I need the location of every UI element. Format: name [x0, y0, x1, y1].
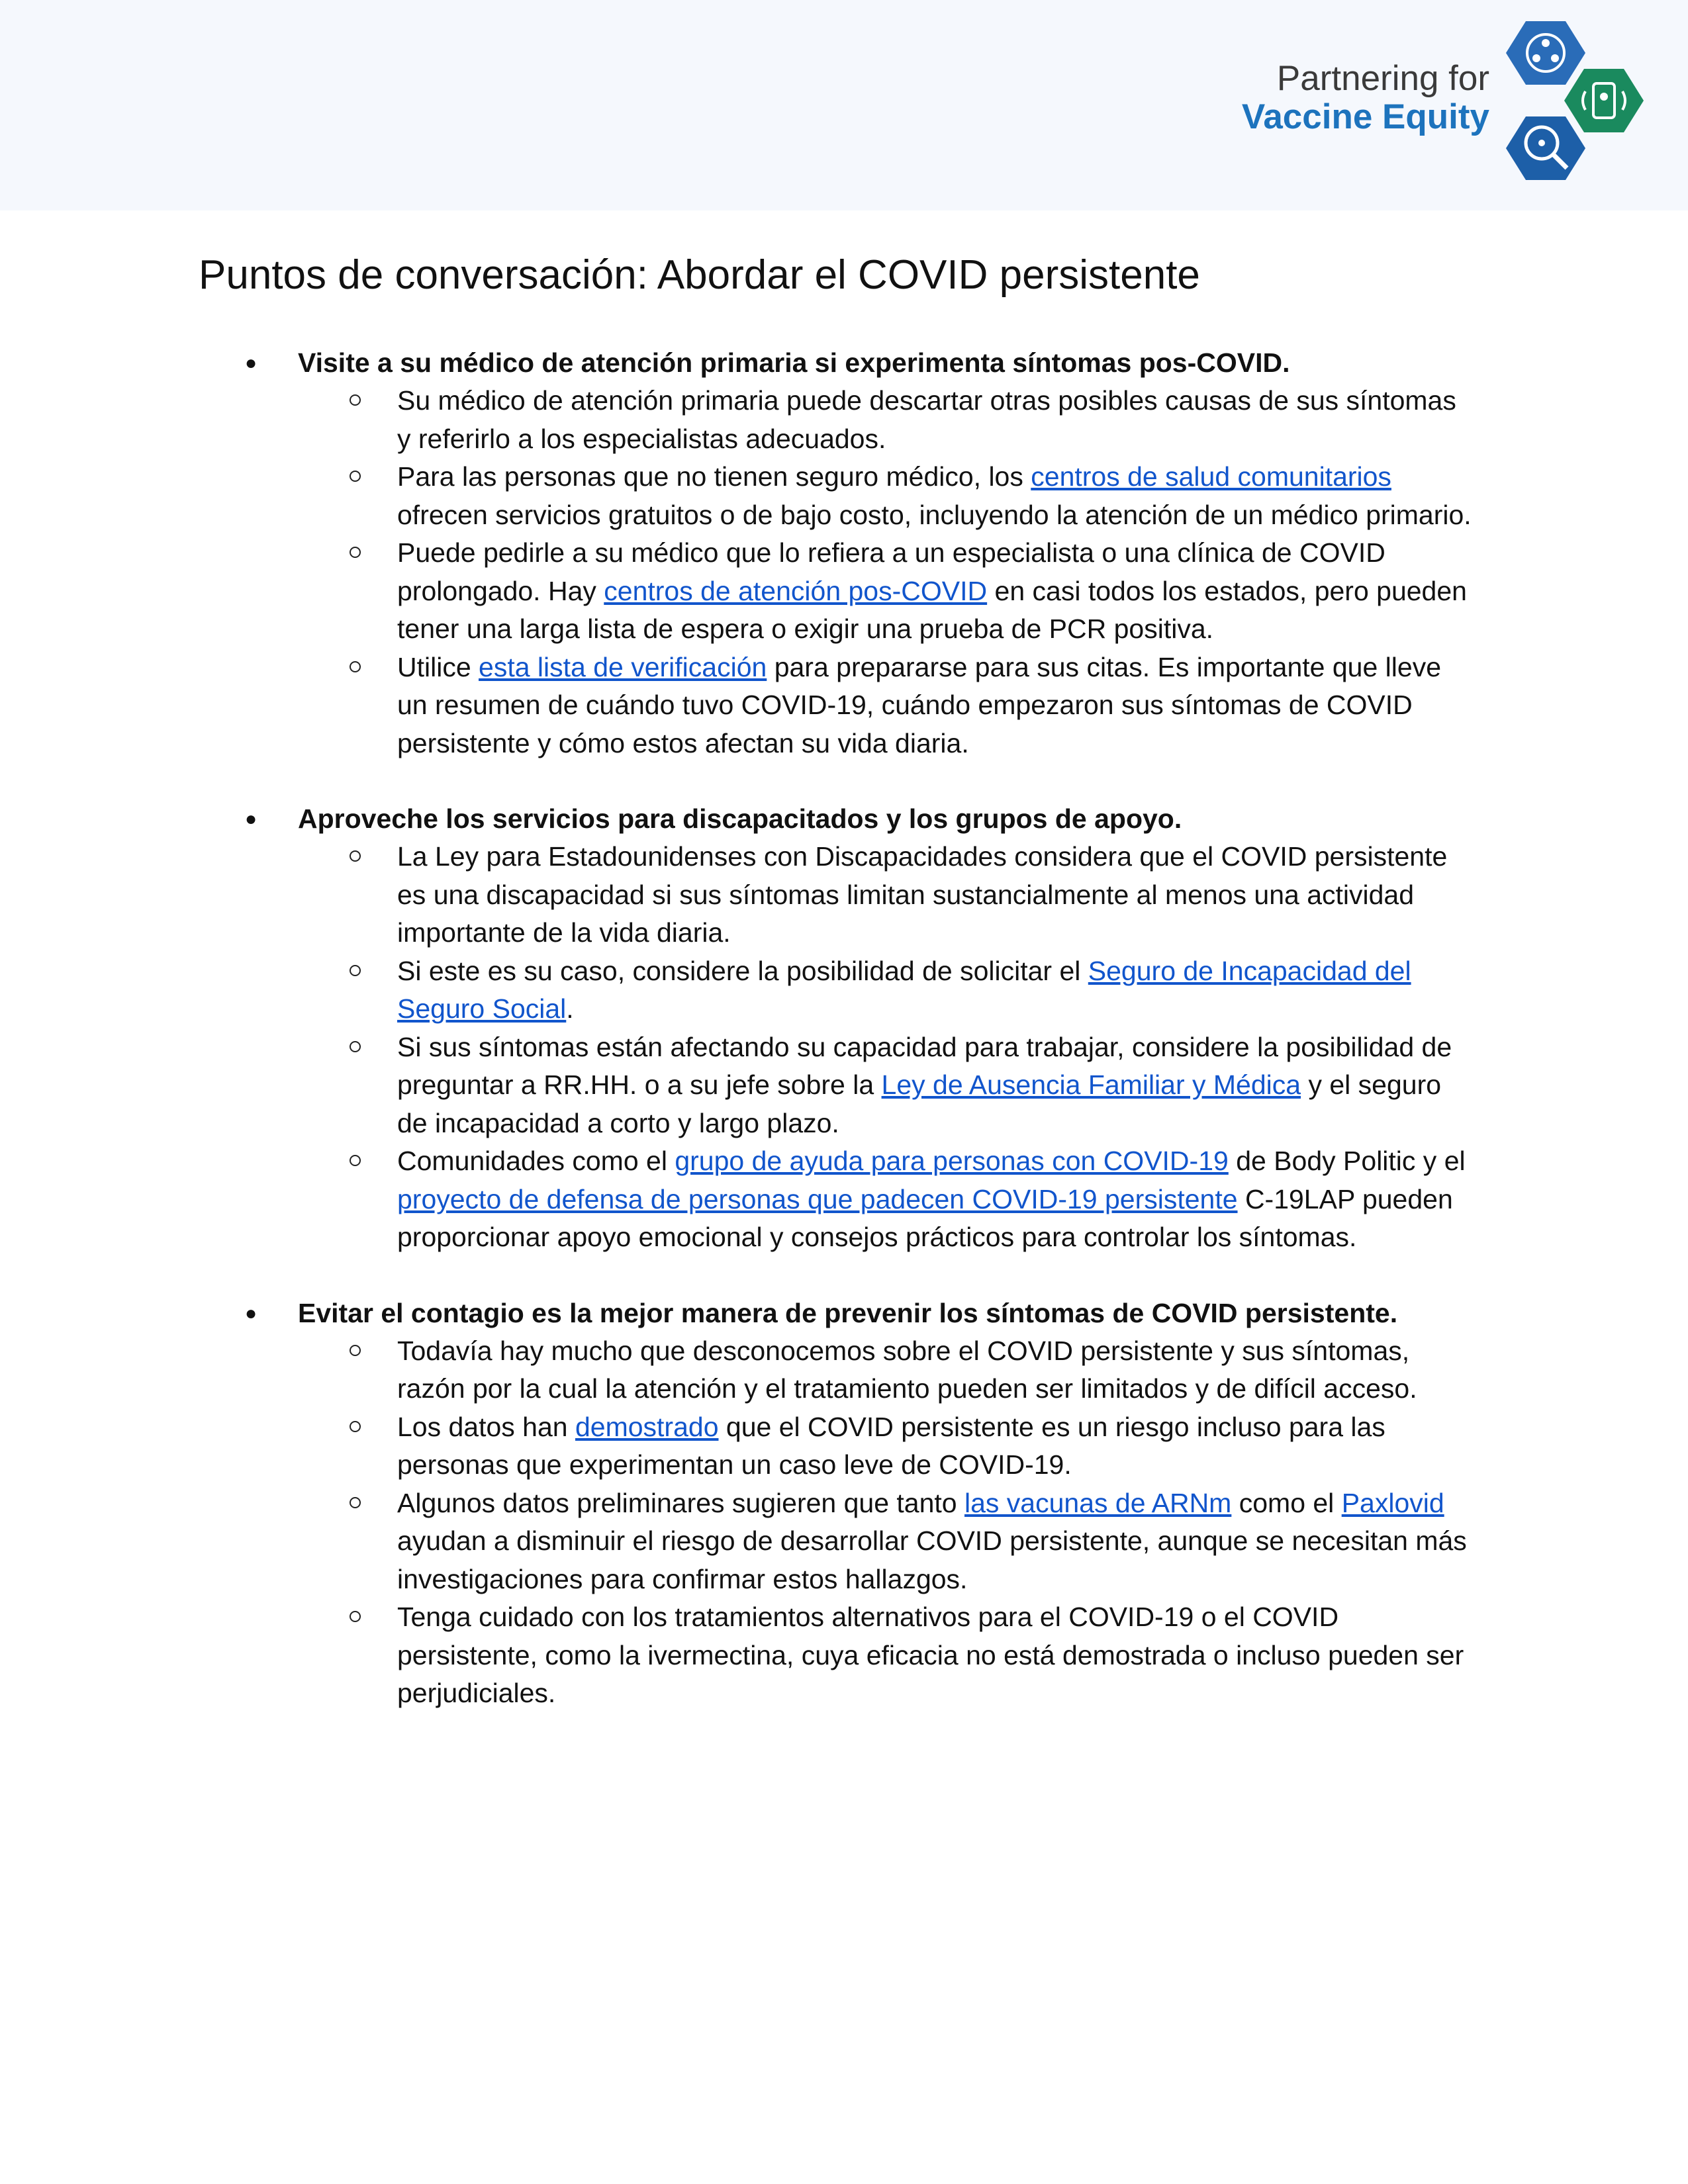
page-title: Puntos de conversación: Abordar el COVID persistente	[199, 252, 1200, 298]
header-band	[0, 0, 1688, 210]
list-item: Todavía hay mucho que desconocemos sobre el COVID persistente y sus síntomas, razón por la cual la atención y el tratamiento pueden ser limitados y de difícil acceso.	[245, 1332, 1503, 1408]
vaccine-equity-logo-icon	[1493, 20, 1658, 182]
section-heading: ● Aproveche los servicios para discapacitados y los grupos de apoyo.	[245, 800, 1503, 838]
circle-bullet-icon	[350, 1345, 361, 1356]
logo-text	[1242, 60, 1489, 137]
hex-community-icon	[1506, 21, 1585, 85]
list-item: Si este es su caso, considere la posibilidad de solicitar el Seguro de Incapacidad del Seguro Social.	[245, 952, 1503, 1028]
list-item: Para las personas que no tienen seguro médico, los centros de salud comunitarios ofrecen servicios gratuitos o de bajo costo, incluyendo la atención de un médico primario.	[245, 458, 1503, 534]
link-paxlovid[interactable]: Paxlovid	[1341, 1487, 1444, 1518]
logo-line2: Vaccine Equity	[1241, 97, 1489, 137]
link-checklist[interactable]: esta lista de verificación	[479, 651, 767, 682]
bullet-icon: ●	[245, 808, 258, 830]
circle-bullet-icon	[350, 1041, 361, 1052]
logo-line1: Partnering for	[1276, 59, 1489, 98]
list-item: Tenga cuidado con los tratamientos alternativos para el COVID-19 o el COVID persistente, como la ivermectina, cuya eficacia no está demostrada o incluso pueden ser perjudiciales.	[245, 1598, 1503, 1713]
talking-points	[245, 344, 1503, 1751]
list-item: Si sus síntomas están afectando su capacidad para trabajar, considere la posibilidad de preguntar a RR.HH. o a su jefe sobre la Ley de Ausencia Familiar y Médica y el seguro de incapacidad a corto y largo plazo.	[245, 1028, 1503, 1143]
link-advocacy-project[interactable]: proyecto de defensa de personas que padecen COVID-19 persistente	[397, 1183, 1238, 1214]
section-disability-services	[245, 800, 1503, 1257]
link-social-security-disability[interactable]: Seguro de Incapacidad del Seguro Social	[397, 955, 1411, 1024]
circle-bullet-icon	[350, 1611, 361, 1622]
list-item: Algunos datos preliminares sugieren que tanto las vacunas de ARNm como el Paxlovid ayudan a disminuir el riesgo de desarrollar COVID persistente, aunque se necesitan más investigaciones para confirmar estos hallazgos.	[245, 1484, 1503, 1599]
section-prevention	[245, 1295, 1503, 1713]
link-mrna-vaccines[interactable]: las vacunas de ARNm	[964, 1487, 1232, 1518]
circle-bullet-icon	[350, 661, 361, 672]
circle-bullet-icon	[350, 394, 361, 406]
link-demonstrated[interactable]: demostrado	[575, 1411, 719, 1442]
bullet-icon: ●	[245, 352, 258, 374]
list-item: La Ley para Estadounidenses con Discapacidades considera que el COVID persistente es una discapacidad si sus síntomas limitan sustancialmente al menos una actividad importante de la vida diaria.	[245, 838, 1503, 952]
link-fmla[interactable]: Ley de Ausencia Familiar y Médica	[881, 1069, 1301, 1100]
circle-bullet-icon	[350, 850, 361, 862]
bullet-icon: ●	[245, 1302, 258, 1324]
list-item: Los datos han demostrado que el COVID persistente es un riesgo incluso para las personas que experimentan un caso leve de COVID-19.	[245, 1408, 1503, 1484]
link-support-group[interactable]: grupo de ayuda para personas con COVID-19	[675, 1146, 1229, 1176]
circle-bullet-icon	[350, 965, 361, 976]
circle-bullet-icon	[350, 547, 361, 558]
list-item: Su médico de atención primaria puede descartar otras posibles causas de sus síntomas y referirlo a los especialistas adecuados.	[245, 382, 1503, 458]
link-community-health-centers[interactable]: centros de salud comunitarios	[1031, 461, 1391, 492]
circle-bullet-icon	[350, 1155, 361, 1166]
section-heading: ● Evitar el contagio es la mejor manera de prevenir los síntomas de COVID persistente.	[245, 1295, 1503, 1332]
circle-bullet-icon	[350, 1497, 361, 1508]
list-item: Puede pedirle a su médico que lo refiera a un especialista o una clínica de COVID prolongado. Hay centros de atención pos-COVID en casi todos los estados, pero pueden tener una larga lista de espera o exigir una prueba de PCR positiva.	[245, 534, 1503, 649]
circle-bullet-icon	[350, 1421, 361, 1432]
section-heading: ● Visite a su médico de atención primaria si experimenta síntomas pos-COVID.	[245, 344, 1503, 382]
list-item: Utilice esta lista de verificación para prepararse para sus citas. Es importante que lleve un resumen de cuándo tuvo COVID-19, cuándo empezaron sus síntomas de COVID persistente y cómo estos afectan su vida diaria.	[245, 649, 1503, 763]
circle-bullet-icon	[350, 471, 361, 482]
link-post-covid-centers[interactable]: centros de atención pos-COVID	[604, 575, 988, 606]
section-primary-care	[245, 344, 1503, 762]
list-item: Comunidades como el grupo de ayuda para personas con COVID-19 de Body Politic y el proyecto de defensa de personas que padecen COVID-19 persistente C-19LAP pueden proporcionar apoyo emocional y consejos prácticos para controlar los síntomas.	[245, 1142, 1503, 1257]
